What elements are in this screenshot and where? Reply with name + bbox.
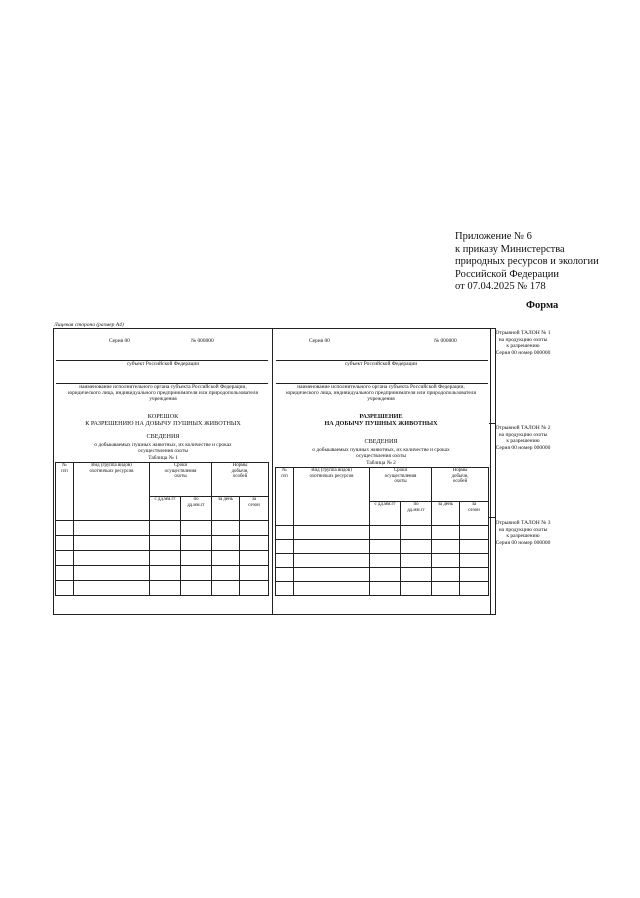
permit-info-line-2: осуществления охоты (355, 453, 407, 459)
permit-executive-caption-2: юридического лица, индивидуального предпринимателя или природопользователя (286, 390, 476, 396)
permit-number: № 000000 (434, 338, 457, 344)
stub-number: № 000000 (191, 338, 214, 344)
permit-table-label: Таблица № 2 (366, 460, 396, 466)
appendix-line: от 07.04.2025 № 178 (455, 281, 546, 292)
divider-stub-permit (272, 329, 273, 614)
stub-executive-caption-2: юридического лица, индивидуального предпринимателя или природопользователя (68, 390, 258, 396)
table-row (56, 551, 269, 566)
coupon-separator (489, 423, 496, 424)
stub-title: КОРЕШОК (147, 413, 179, 420)
stub-series: Серия 00 (109, 338, 130, 344)
coupon-1: Отрывной ТАЛОН № 1 на продукцию охоты к разрешению Серия 00 номер 000000 (495, 330, 551, 356)
form-label: Форма (526, 300, 559, 311)
permit-executive-caption-3: учреждения (367, 396, 395, 402)
table-row (276, 568, 489, 582)
table-row (56, 581, 269, 596)
sub-season-header: за сезон (240, 497, 269, 521)
stub-executive-caption-3: учреждения (149, 396, 177, 402)
col-norms-header: Нормы добычи, особей (212, 463, 269, 497)
col-species-header: Вид (группа видов) охотничьих ресурсов (294, 468, 370, 526)
divider-permit-coupons (490, 329, 491, 614)
sub-from-header: с дд.мм.гг (370, 502, 401, 526)
stub-executive-caption-1: наименование исполнительного органа субъекта Российской Федерации, (79, 384, 247, 390)
col-terms-header: Сроки осуществления охоты (370, 468, 432, 502)
appendix-line: Российской Федерации (455, 268, 559, 280)
table-row (276, 582, 489, 596)
table-row (56, 521, 269, 536)
col-number-header: № п/п (56, 463, 74, 521)
coupon-3: Отрывной ТАЛОН № 3 на продукцию охоты к разрешению Серия 00 номер 000000 (495, 520, 551, 546)
permit-hunting-table (275, 467, 489, 596)
sub-to-header: по дд.мм.гг (401, 502, 432, 526)
sub-day-header: за день (212, 497, 240, 521)
permit-form (53, 328, 551, 615)
permit-subject-caption: субъект Российской Федерации (344, 361, 418, 367)
appendix-block (455, 231, 599, 294)
permit-info-line-1: о добыываемых пушных животных, их количестве и сроках (312, 447, 450, 453)
stub-subtitle: К РАЗРЕШЕНИЮ НА ДОБЫЧУ ПУШНЫХ ЖИВОТНЫХ (85, 420, 241, 427)
coupon-2: Отрывной ТАЛОН № 2 на продукцию охоты к разрешению Серия 00 номер 000000 (495, 425, 551, 451)
col-norms-header: Нормы добычи, особей (432, 468, 489, 502)
appendix-line: Приложение № 6 (455, 231, 532, 242)
permit-info-title: СВЕДЕНИЯ (364, 438, 398, 445)
sub-day-header: за день (432, 502, 460, 526)
permit-title: РАЗРЕШЕНИЕ (359, 413, 403, 420)
stub-info-line-1: о добыываемых пушных животных, их количестве и сроках (94, 442, 232, 448)
table-row (276, 554, 489, 568)
col-species-header: Вид (группа видов) охотничьих ресурсов (74, 463, 150, 521)
table-row (276, 540, 489, 554)
coupon-separator (489, 517, 496, 518)
stub-hunting-table (55, 462, 269, 596)
sub-season-header: за сезон (460, 502, 489, 526)
table-row (276, 526, 489, 540)
sub-to-header: по дд.мм.гг (181, 497, 212, 521)
appendix-line: природных ресурсов и экологии (455, 256, 599, 267)
stub-info-line-2: осуществления охоты (137, 448, 189, 454)
table-row (56, 566, 269, 581)
col-terms-header: Сроки осуществления охоты (150, 463, 212, 497)
col-number-header: № п/п (276, 468, 294, 526)
permit-executive-caption-1: наименование исполнительного органа субъекта Российской Федерации, (297, 384, 465, 390)
face-note: Лицевая сторона (размер А4) (54, 322, 124, 328)
appendix-line: к приказу Министерства (455, 243, 565, 255)
stub-info-title: СВЕДЕНИЯ (146, 433, 180, 440)
stub-subject-caption: субъект Российской Федерации (126, 361, 200, 367)
table-row (56, 536, 269, 551)
sub-from-header: с дд.мм.гг (150, 497, 181, 521)
permit-subtitle: НА ДОБЫЧУ ПУШНЫХ ЖИВОТНЫХ (324, 420, 438, 427)
coupon-column-edge (495, 328, 496, 615)
permit-series: Серия 00 (309, 338, 330, 344)
stub-table-label: Таблица № 1 (148, 455, 178, 461)
